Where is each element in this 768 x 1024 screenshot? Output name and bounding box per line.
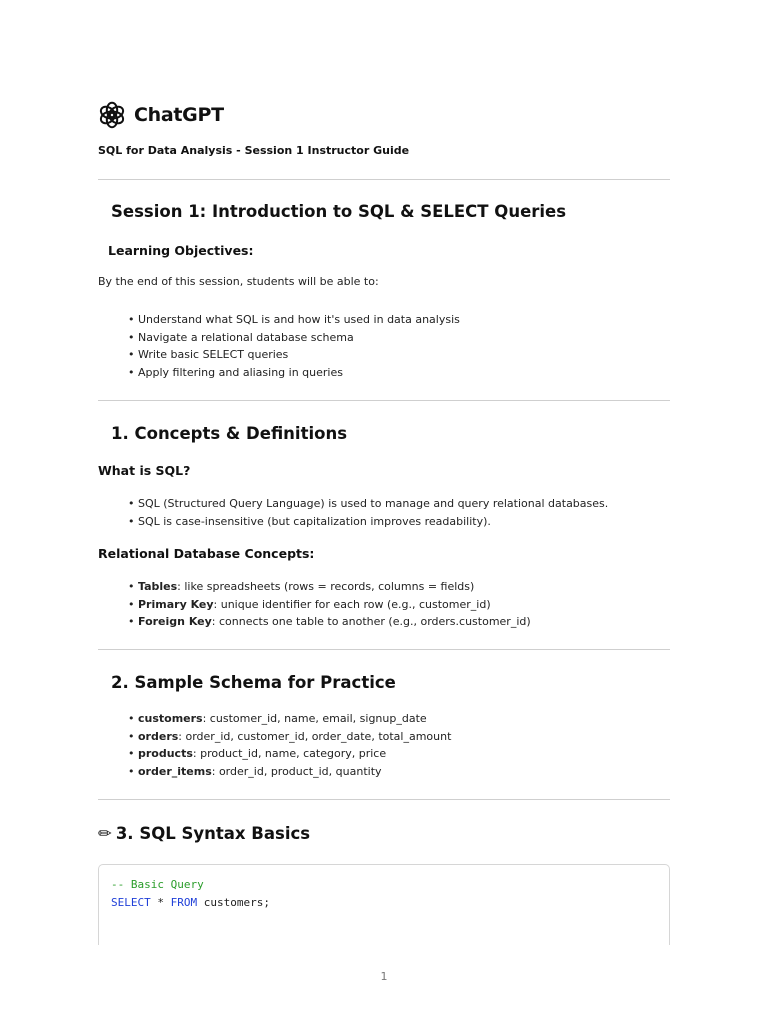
section-title-concepts: 1. Concepts & Definitions bbox=[111, 424, 348, 443]
code-identifier: customers; bbox=[197, 896, 270, 909]
code-line bbox=[111, 896, 270, 909]
list-item: • SQL is case-insensitive (but capitalization improves readability). bbox=[128, 514, 491, 528]
term: Tables bbox=[138, 580, 178, 593]
relational-concepts-heading: Relational Database Concepts: bbox=[98, 546, 315, 561]
relational-concepts-list bbox=[128, 578, 531, 631]
code-operator: * bbox=[150, 896, 171, 909]
list-item: • SQL (Structured Query Language) is used to manage and query relational databases. bbox=[128, 497, 609, 510]
table-columns: : order_id, product_id, quantity bbox=[211, 764, 382, 778]
list-item: • Apply filtering and aliasing in queries bbox=[128, 365, 343, 379]
table-name: orders bbox=[138, 729, 179, 743]
schema-list bbox=[128, 710, 451, 780]
term: Primary Key bbox=[138, 597, 214, 611]
table-columns: : order_id, customer_id, order_date, total_amount bbox=[178, 729, 452, 743]
bullet: • bbox=[128, 729, 138, 743]
table-name: customers bbox=[138, 712, 203, 725]
document-subtitle: SQL for Data Analysis - Session 1 Instructor Guide bbox=[98, 144, 410, 157]
brand-name: ChatGPT bbox=[134, 104, 224, 126]
divider bbox=[98, 799, 670, 800]
session-title: Session 1: Introduction to SQL & SELECT Queries bbox=[111, 202, 567, 221]
code-keyword: FROM bbox=[170, 896, 198, 909]
code-block bbox=[98, 864, 670, 945]
section-title-text: 3. SQL Syntax Basics bbox=[115, 824, 311, 843]
section-title-syntax bbox=[98, 824, 310, 843]
brand-header bbox=[98, 100, 224, 130]
page-number: 1 bbox=[380, 970, 388, 983]
pencil-icon: ✏ bbox=[98, 824, 112, 843]
bullet: • bbox=[128, 615, 138, 629]
definition: : like spreadsheets (rows = records, columns = fields) bbox=[177, 580, 475, 593]
divider bbox=[98, 649, 670, 650]
list-item bbox=[128, 596, 531, 614]
what-is-sql-heading: What is SQL? bbox=[98, 463, 191, 478]
code-comment: -- Basic Query bbox=[111, 878, 204, 891]
list-item bbox=[128, 578, 531, 596]
section-title-schema: 2. Sample Schema for Practice bbox=[111, 673, 396, 692]
list-item bbox=[128, 710, 451, 728]
bullet: • bbox=[128, 764, 138, 778]
list-item: • Write basic SELECT queries bbox=[128, 348, 289, 362]
definition: : connects one table to another (e.g., orders.customer_id) bbox=[211, 615, 531, 629]
table-name: products bbox=[138, 747, 193, 761]
table-columns: : product_id, name, category, price bbox=[192, 747, 387, 761]
objectives-list bbox=[128, 311, 460, 381]
list-item: • Navigate a relational database schema bbox=[128, 330, 354, 344]
bullet: • bbox=[128, 597, 138, 611]
objectives-heading: Learning Objectives: bbox=[108, 243, 254, 258]
table-name: order_items bbox=[138, 764, 212, 778]
objectives-intro: By the end of this session, students will be able to: bbox=[98, 275, 379, 288]
list-item bbox=[128, 745, 451, 763]
list-item bbox=[128, 763, 451, 781]
list-item: • Understand what SQL is and how it's used in data analysis bbox=[128, 313, 460, 326]
list-item bbox=[128, 728, 451, 746]
bullet: • bbox=[128, 747, 138, 761]
bullet: • bbox=[128, 580, 138, 593]
bullet: • bbox=[128, 712, 138, 725]
openai-logo-icon bbox=[98, 101, 126, 129]
definition: : unique identifier for each row (e.g., customer_id) bbox=[213, 597, 491, 611]
divider bbox=[98, 400, 670, 401]
what-is-sql-list bbox=[128, 495, 608, 530]
term: Foreign Key bbox=[138, 615, 212, 629]
code-keyword: SELECT bbox=[111, 896, 151, 909]
divider bbox=[98, 179, 670, 180]
list-item bbox=[128, 613, 531, 631]
table-columns: : customer_id, name, email, signup_date bbox=[202, 712, 427, 725]
